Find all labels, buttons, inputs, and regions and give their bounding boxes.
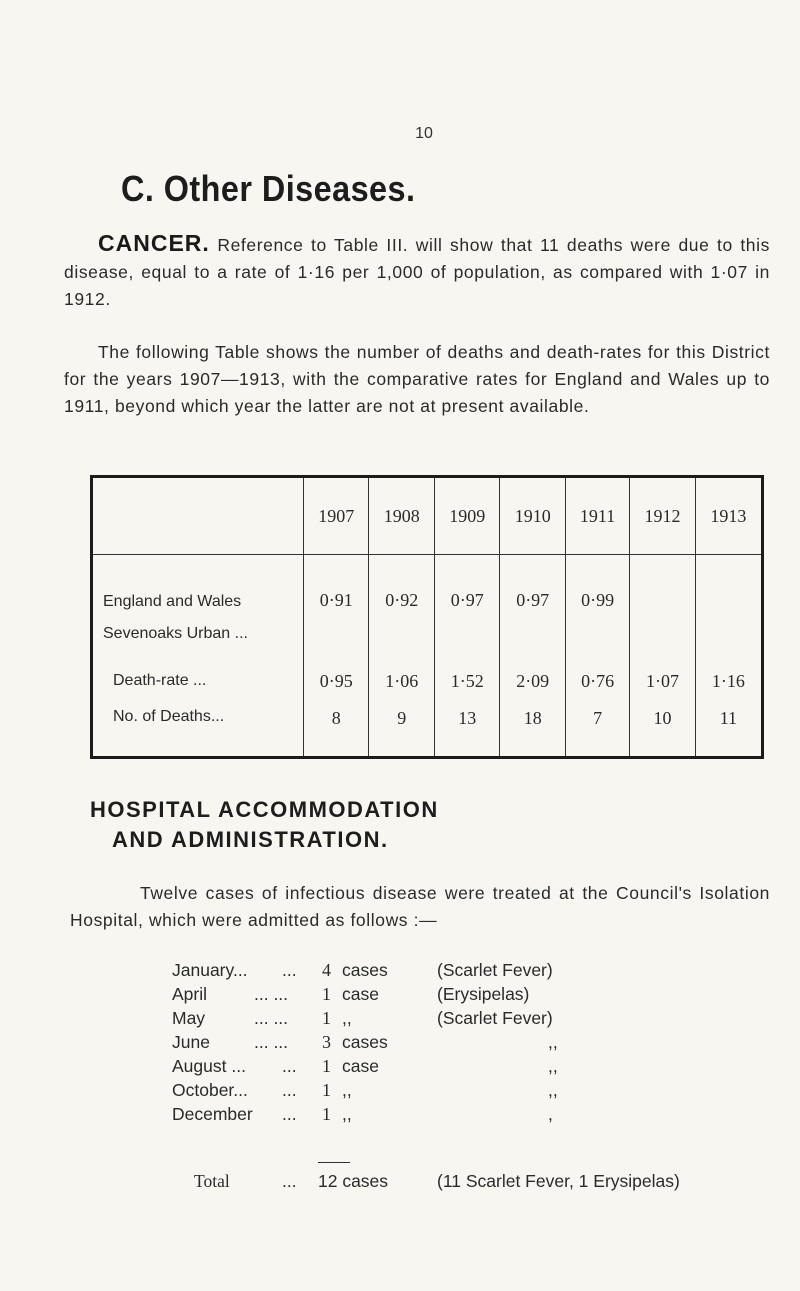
total-value: 12 cases	[318, 1171, 389, 1191]
leader-dots: ...	[282, 960, 297, 980]
table-cell	[434, 611, 499, 656]
hospital-intro-text: Twelve cases of infectious disease were treated at the Council's Isolation Hospital, which were admitted as follows :—	[70, 883, 770, 930]
disease-label: ,,	[548, 1080, 558, 1100]
table-cell: 0·95	[304, 657, 369, 707]
cancer-text: Reference to Table III. will show that 11 deaths were due to this disease, equal to a rate of 1·16 per 1,000 of population, as compared with 1·07 in 1912.	[64, 235, 770, 309]
case-unit: ,,	[342, 1104, 352, 1124]
table-row	[92, 555, 763, 612]
table-cell: 1·52	[434, 657, 499, 707]
year-header: 1911	[565, 477, 629, 555]
row-label: Death-rate ...	[113, 672, 207, 690]
year-header: 1909	[434, 477, 499, 555]
case-count: 1	[322, 984, 331, 1004]
total-row	[172, 1168, 772, 1194]
hospital-heading-line1: HOSPITAL ACCOMMODATION	[90, 797, 439, 822]
cancer-paragraph	[64, 230, 770, 313]
table-corner	[92, 477, 304, 555]
table-cell: 13	[434, 706, 499, 757]
case-count: 1	[322, 1104, 331, 1124]
total-note: (11 Scarlet Fever, 1 Erysipelas)	[437, 1171, 680, 1191]
table-cell	[500, 611, 565, 656]
case-count: 1	[322, 1008, 331, 1028]
table-cell	[565, 611, 629, 656]
table-cell	[304, 611, 369, 656]
year-header: 1907	[304, 477, 369, 555]
table-cell: 0·76	[565, 657, 629, 707]
case-unit: cases	[342, 960, 388, 980]
year-header: 1913	[695, 477, 762, 555]
month-label: August ...	[172, 1056, 246, 1076]
year-header: 1908	[369, 477, 434, 555]
table-row	[92, 657, 763, 707]
month-label: June	[172, 1032, 210, 1052]
hospital-heading	[90, 795, 439, 855]
list-item	[172, 1030, 732, 1054]
table-cell: 1·07	[630, 657, 695, 707]
case-unit: case	[342, 1056, 379, 1076]
case-unit: case	[342, 984, 379, 1004]
table-header-row	[92, 477, 763, 555]
month-label: January...	[172, 960, 248, 980]
month-label: December	[172, 1104, 253, 1124]
table-row	[92, 706, 763, 757]
leader-dots: ... ...	[254, 1032, 289, 1052]
table-cell: 8	[304, 706, 369, 757]
cancer-heading: CANCER.	[98, 230, 210, 256]
case-unit: ,,	[342, 1008, 352, 1028]
disease-label: (Erysipelas)	[437, 984, 530, 1004]
table-cell: 10	[630, 706, 695, 757]
table-cell	[695, 611, 762, 656]
admissions-list	[172, 958, 732, 1126]
table-cell: 0·99	[565, 555, 629, 612]
list-item	[172, 1078, 732, 1102]
table-cell: 1·16	[695, 657, 762, 707]
list-item	[172, 982, 732, 1006]
table-cell: 0·97	[434, 555, 499, 612]
table-cell: 0·92	[369, 555, 434, 612]
hospital-intro-paragraph	[70, 880, 770, 934]
table-cell	[695, 555, 762, 612]
table-cell: 11	[695, 706, 762, 757]
table-cell: 1·06	[369, 657, 434, 707]
table-intro-text: The following Table shows the number of deaths and death-rates for this District for the years 1907—1913, with the comparative rates for England and Wales up to 1911, beyond which year the latter are not at present available.	[64, 342, 770, 416]
disease-label: ,,	[548, 1032, 558, 1052]
leader-dots: ...	[282, 1171, 297, 1191]
table-cell	[630, 611, 695, 656]
case-unit: cases	[342, 1032, 388, 1052]
hospital-heading-line2: AND ADMINISTRATION.	[112, 827, 389, 852]
page-number: 10	[415, 125, 433, 142]
list-item	[172, 1006, 732, 1030]
case-count: 4	[322, 960, 331, 980]
case-count: 1	[322, 1080, 331, 1100]
leader-dots: ... ...	[254, 1008, 289, 1028]
month-label: April	[172, 984, 208, 1004]
table-intro-paragraph	[64, 339, 770, 420]
row-label: No. of Deaths...	[113, 708, 225, 726]
disease-label: (Scarlet Fever)	[437, 1008, 553, 1028]
list-item	[172, 1102, 732, 1126]
year-header: 1912	[630, 477, 695, 555]
table-cell: 18	[500, 706, 565, 757]
leader-dots: ...	[282, 1056, 297, 1076]
total-label: Total	[194, 1171, 230, 1191]
month-label: May	[172, 1008, 206, 1028]
case-count: 3	[322, 1032, 331, 1052]
case-unit: ,,	[342, 1080, 352, 1100]
table-row	[92, 611, 763, 656]
table-cell	[369, 611, 434, 656]
table-cell: 0·97	[500, 555, 565, 612]
case-count: 1	[322, 1056, 331, 1076]
disease-label: ,	[548, 1104, 553, 1124]
table-cell: 7	[565, 706, 629, 757]
disease-label: ,,	[548, 1056, 558, 1076]
cancer-rates-table	[90, 475, 764, 759]
year-header: 1910	[500, 477, 565, 555]
table-cell: 2·09	[500, 657, 565, 707]
section-title: C. Other Diseases.	[121, 168, 416, 209]
total-divider	[318, 1162, 350, 1163]
month-label: October...	[172, 1080, 248, 1100]
disease-label: (Scarlet Fever)	[437, 960, 553, 980]
list-item	[172, 958, 732, 982]
table-cell: 0·91	[304, 555, 369, 612]
table-cell	[630, 555, 695, 612]
leader-dots: ...	[282, 1104, 297, 1124]
leader-dots: ... ...	[254, 984, 289, 1004]
list-item	[172, 1054, 732, 1078]
table-cell: 9	[369, 706, 434, 757]
row-label: England and Wales	[103, 593, 242, 611]
leader-dots: ...	[282, 1080, 297, 1100]
row-label: Sevenoaks Urban ...	[103, 624, 248, 642]
